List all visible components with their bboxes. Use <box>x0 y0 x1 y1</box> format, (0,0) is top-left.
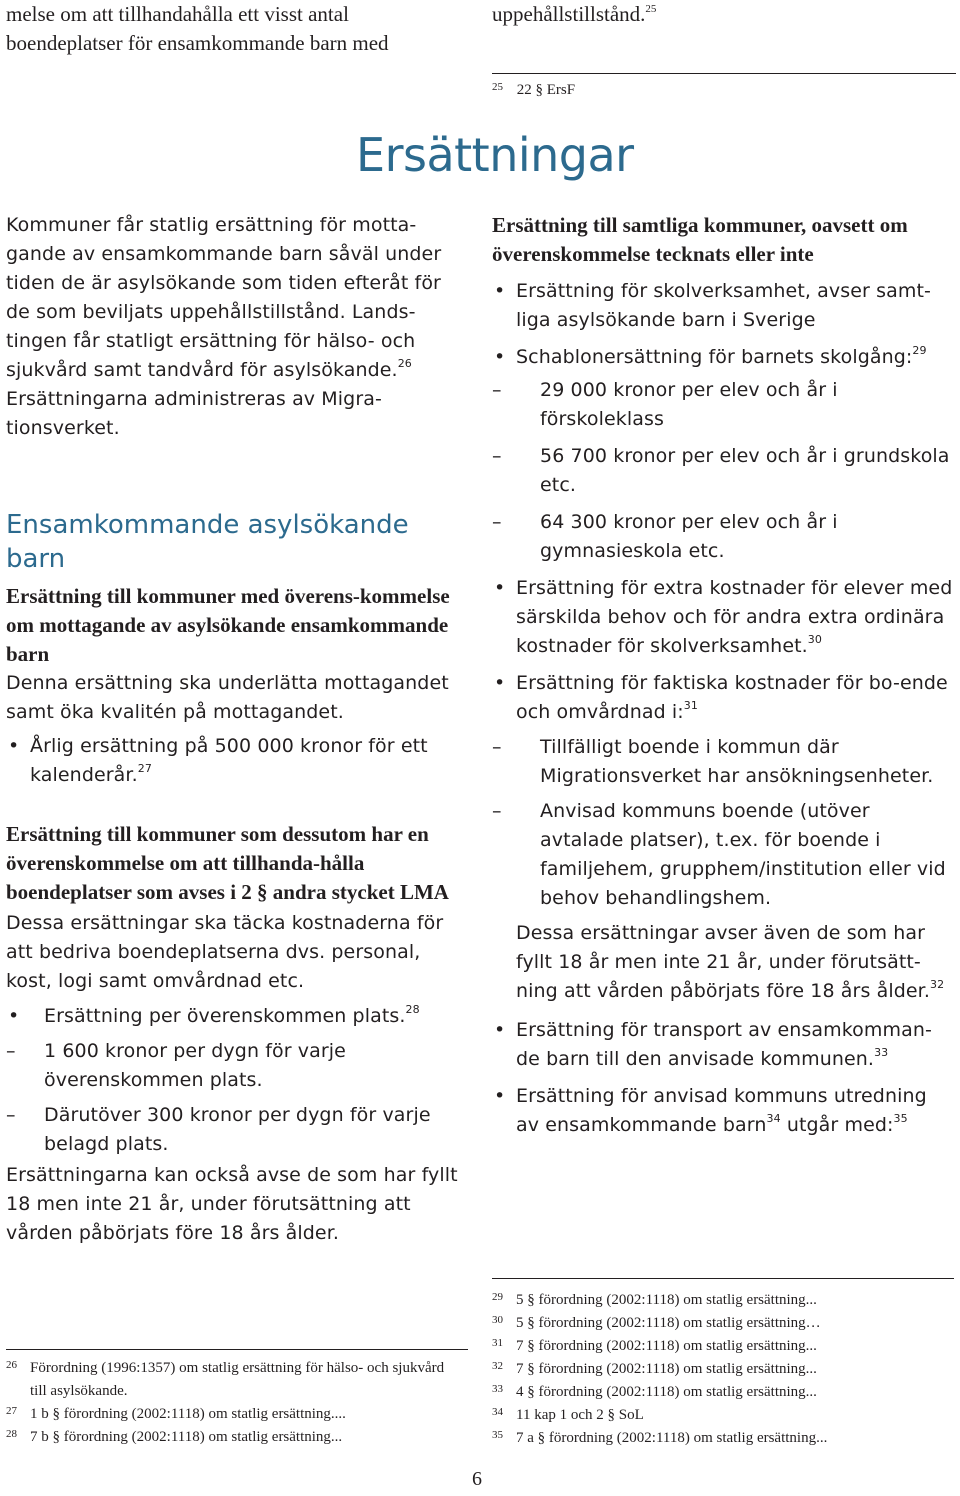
right-paragraph <box>492 919 954 1006</box>
footnote-32-text: 7 § förordning (2002:1118) om statlig ersättning... <box>516 1361 817 1377</box>
footnote-30-text: 5 § förordning (2002:1118) om statlig ersättning… <box>516 1315 821 1331</box>
intro-text-b: Ersättningarna administreras av Migra-tionsverket. <box>6 388 382 439</box>
footnote-29 <box>492 1289 954 1312</box>
right-bullet-6-text: Ersättning för anvisad kommuns utredning av ensamkommande barn <box>516 1085 927 1136</box>
footnote-28 <box>6 1426 454 1449</box>
sub2-bullet <box>6 1002 468 1031</box>
right-bullet-5-text: Ersättning för transport av ensamkomman-de barn till den anvisade kommunen. <box>516 1019 932 1070</box>
right-bullet-2-text: Schablonersättning för barnets skolgång: <box>516 346 913 368</box>
right-bullet-5 <box>492 1016 954 1074</box>
footnote-ref-34: 34 <box>766 1112 781 1125</box>
footnote-27 <box>6 1403 454 1426</box>
right-bullet-3-text: Ersättning för extra kostnader för elever med särskilda behov och för andra extra ordinära kostnader för skolverksamhet. <box>516 577 953 657</box>
top-left-line2: boendeplatser för ensamkommande barn med <box>6 31 389 55</box>
footnote-ref-30: 30 <box>807 633 822 646</box>
top-right-fragment <box>492 0 656 29</box>
right-bullet-6 <box>492 1082 954 1140</box>
footnote-30-num: 30 <box>492 1314 503 1326</box>
top-right-line: uppehållstillstånd. <box>492 2 646 26</box>
footnote-31-num: 31 <box>492 1337 503 1349</box>
footnote-rule-left <box>6 1349 468 1350</box>
footnote-ref-29: 29 <box>912 344 927 357</box>
sub2-dash-1: – 1 600 kronor per dygn för varje överenskommen plats. <box>6 1037 468 1095</box>
footnote-ref-28: 28 <box>405 1003 420 1016</box>
footnote-31-text: 7 § förordning (2002:1118) om statlig ersättning... <box>516 1338 817 1354</box>
footnote-ref-31: 31 <box>683 699 698 712</box>
top-left-fragment <box>6 0 476 58</box>
page-title: Ersättningar <box>356 128 634 182</box>
footnote-29-text: 5 § förordning (2002:1118) om statlig ersättning... <box>516 1292 817 1308</box>
right-bullet-1: • Ersättning för skolverksamhet, avser samt-liga asylsökande barn i Sverige <box>492 277 954 335</box>
footnote-26 <box>6 1357 454 1403</box>
right-dash-5: – Anvisad kommuns boende (utöver avtalade platser), t.ex. för boende i familjehem, grupphem/institution eller vid behov behandlingshem. <box>492 797 954 913</box>
right-bullet-2 <box>492 343 954 372</box>
footnote-ref-27: 27 <box>137 762 152 775</box>
footnote-rule-top <box>492 73 956 74</box>
right-bullet-4 <box>492 669 954 727</box>
footnote-35-text: 7 a § förordning (2002:1118) om statlig ersättning... <box>516 1430 828 1446</box>
footnote-33-text: 4 § förordning (2002:1118) om statlig ersättning... <box>516 1384 817 1400</box>
sub1-bullet-text: Årlig ersättning på 500 000 kronor för ett kalenderår. <box>30 735 428 786</box>
right-dash-1: – 29 000 kronor per elev och år i förskoleklass <box>492 376 954 434</box>
footnote-26-text: Förordning (1996:1357) om statlig ersättning för hälso- och sjukvård till asylsökande. <box>30 1360 445 1399</box>
right-dash-4: – Tillfälligt boende i kommun där Migrationsverket har ansökningsenheter. <box>492 733 954 791</box>
footnote-34-num: 34 <box>492 1406 503 1418</box>
right-column <box>492 211 954 1140</box>
footnotes-left <box>6 1357 454 1449</box>
footnote-34 <box>492 1404 954 1427</box>
right-dash-3: – 64 300 kronor per elev och år i gymnasieskola etc. <box>492 508 954 566</box>
footnote-27-num: 27 <box>6 1405 17 1417</box>
footnotes-right <box>492 1289 954 1450</box>
footnote-32 <box>492 1358 954 1381</box>
footnote-28-text: 7 b § förordning (2002:1118) om statlig ersättning... <box>30 1429 343 1445</box>
right-bullet-4-text: Ersättning för faktiska kostnader för bo-ende och omvårdnad i: <box>516 672 948 723</box>
section-heading: Ensamkommande asylsökande barn <box>6 510 409 574</box>
footnote-ref-33: 33 <box>874 1046 889 1059</box>
sub2-text: Dessa ersättningar ska täcka kostnaderna för att bedriva boendeplatserna dvs. personal, kost, logi samt omvårdnad etc. <box>6 912 444 992</box>
page-number: 6 <box>472 1468 482 1490</box>
footnote-27-text: 1 b § förordning (2002:1118) om statlig ersättning.... <box>30 1406 346 1422</box>
footnote-ref-25: 25 <box>645 3 657 15</box>
footnote-35 <box>492 1427 954 1450</box>
subheading-1: Ersättning till kommuner med överens-kommelse om mottagande av asylsökande ensamkommande barn <box>6 584 450 666</box>
top-left-line1: melse om att tillhandahålla ett visst antal <box>6 2 349 26</box>
footnote-32-num: 32 <box>492 1360 503 1372</box>
footnote-ref-32: 32 <box>929 978 945 991</box>
sub2-dash-2: – Därutöver 300 kronor per dygn för varje belagd plats. <box>6 1101 468 1159</box>
footnote-25 <box>492 82 575 99</box>
intro-text: Kommuner får statlig ersättning för motta-gande av ensamkommande barn såväl under tiden de är asylsökande som tiden efteråt för de som beviljats uppehållstillstånd. Lands-tingen får statligt ersättning för hälso- och sjukvård samt tandvård för asylsökande. <box>6 214 442 381</box>
footnote-31 <box>492 1335 954 1358</box>
right-dash-2: – 56 700 kronor per elev och år i grundskola etc. <box>492 442 954 500</box>
footnote-33-num: 33 <box>492 1383 503 1395</box>
sub2-bullet-text: Ersättning per överenskommen plats. <box>44 1005 406 1027</box>
closing-paragraph: Ersättningarna kan också avse de som har fyllt 18 men inte 21 år, under förutsättning att vården påbörjats före 18 års ålder. <box>6 1164 458 1244</box>
right-bullet-6-tail: utgår med: <box>786 1114 894 1136</box>
footnote-ref-35: 35 <box>893 1112 908 1125</box>
intro-paragraph <box>6 211 468 443</box>
footnote-30 <box>492 1312 954 1335</box>
footnote-ref-26: 26 <box>397 357 412 370</box>
footnote-28-num: 28 <box>6 1428 17 1440</box>
right-paragraph-text: Dessa ersättningar avser även de som har fyllt 18 år men inte 21 år, under förutsätt-ning att vården påbörjats före 18 års ålder. <box>516 922 930 1002</box>
subheading-2: Ersättning till kommuner som dessutom har en överenskommelse om att tillhanda-hålla boendeplatser som avses i 2 § andra stycket LMA <box>6 822 449 904</box>
sub1-text: Denna ersättning ska underlätta mottagandet samt öka kvalitén på mottagandet. <box>6 672 449 723</box>
footnote-25-text: 22 § ErsF <box>516 82 576 98</box>
footnote-26-num: 26 <box>6 1359 17 1371</box>
footnote-34-text: 11 kap 1 och 2 § SoL <box>516 1407 644 1423</box>
footnote-25-num: 25 <box>492 81 503 93</box>
footnote-35-num: 35 <box>492 1429 503 1441</box>
sub1-bullet <box>6 732 468 790</box>
footnote-33 <box>492 1381 954 1404</box>
footnote-29-num: 29 <box>492 1291 503 1303</box>
footnote-rule-right <box>492 1278 954 1279</box>
right-heading: Ersättning till samtliga kommuner, oavsett om överenskommelse tecknats eller inte <box>492 213 908 266</box>
right-bullet-3 <box>492 574 954 661</box>
left-column <box>6 211 468 1248</box>
